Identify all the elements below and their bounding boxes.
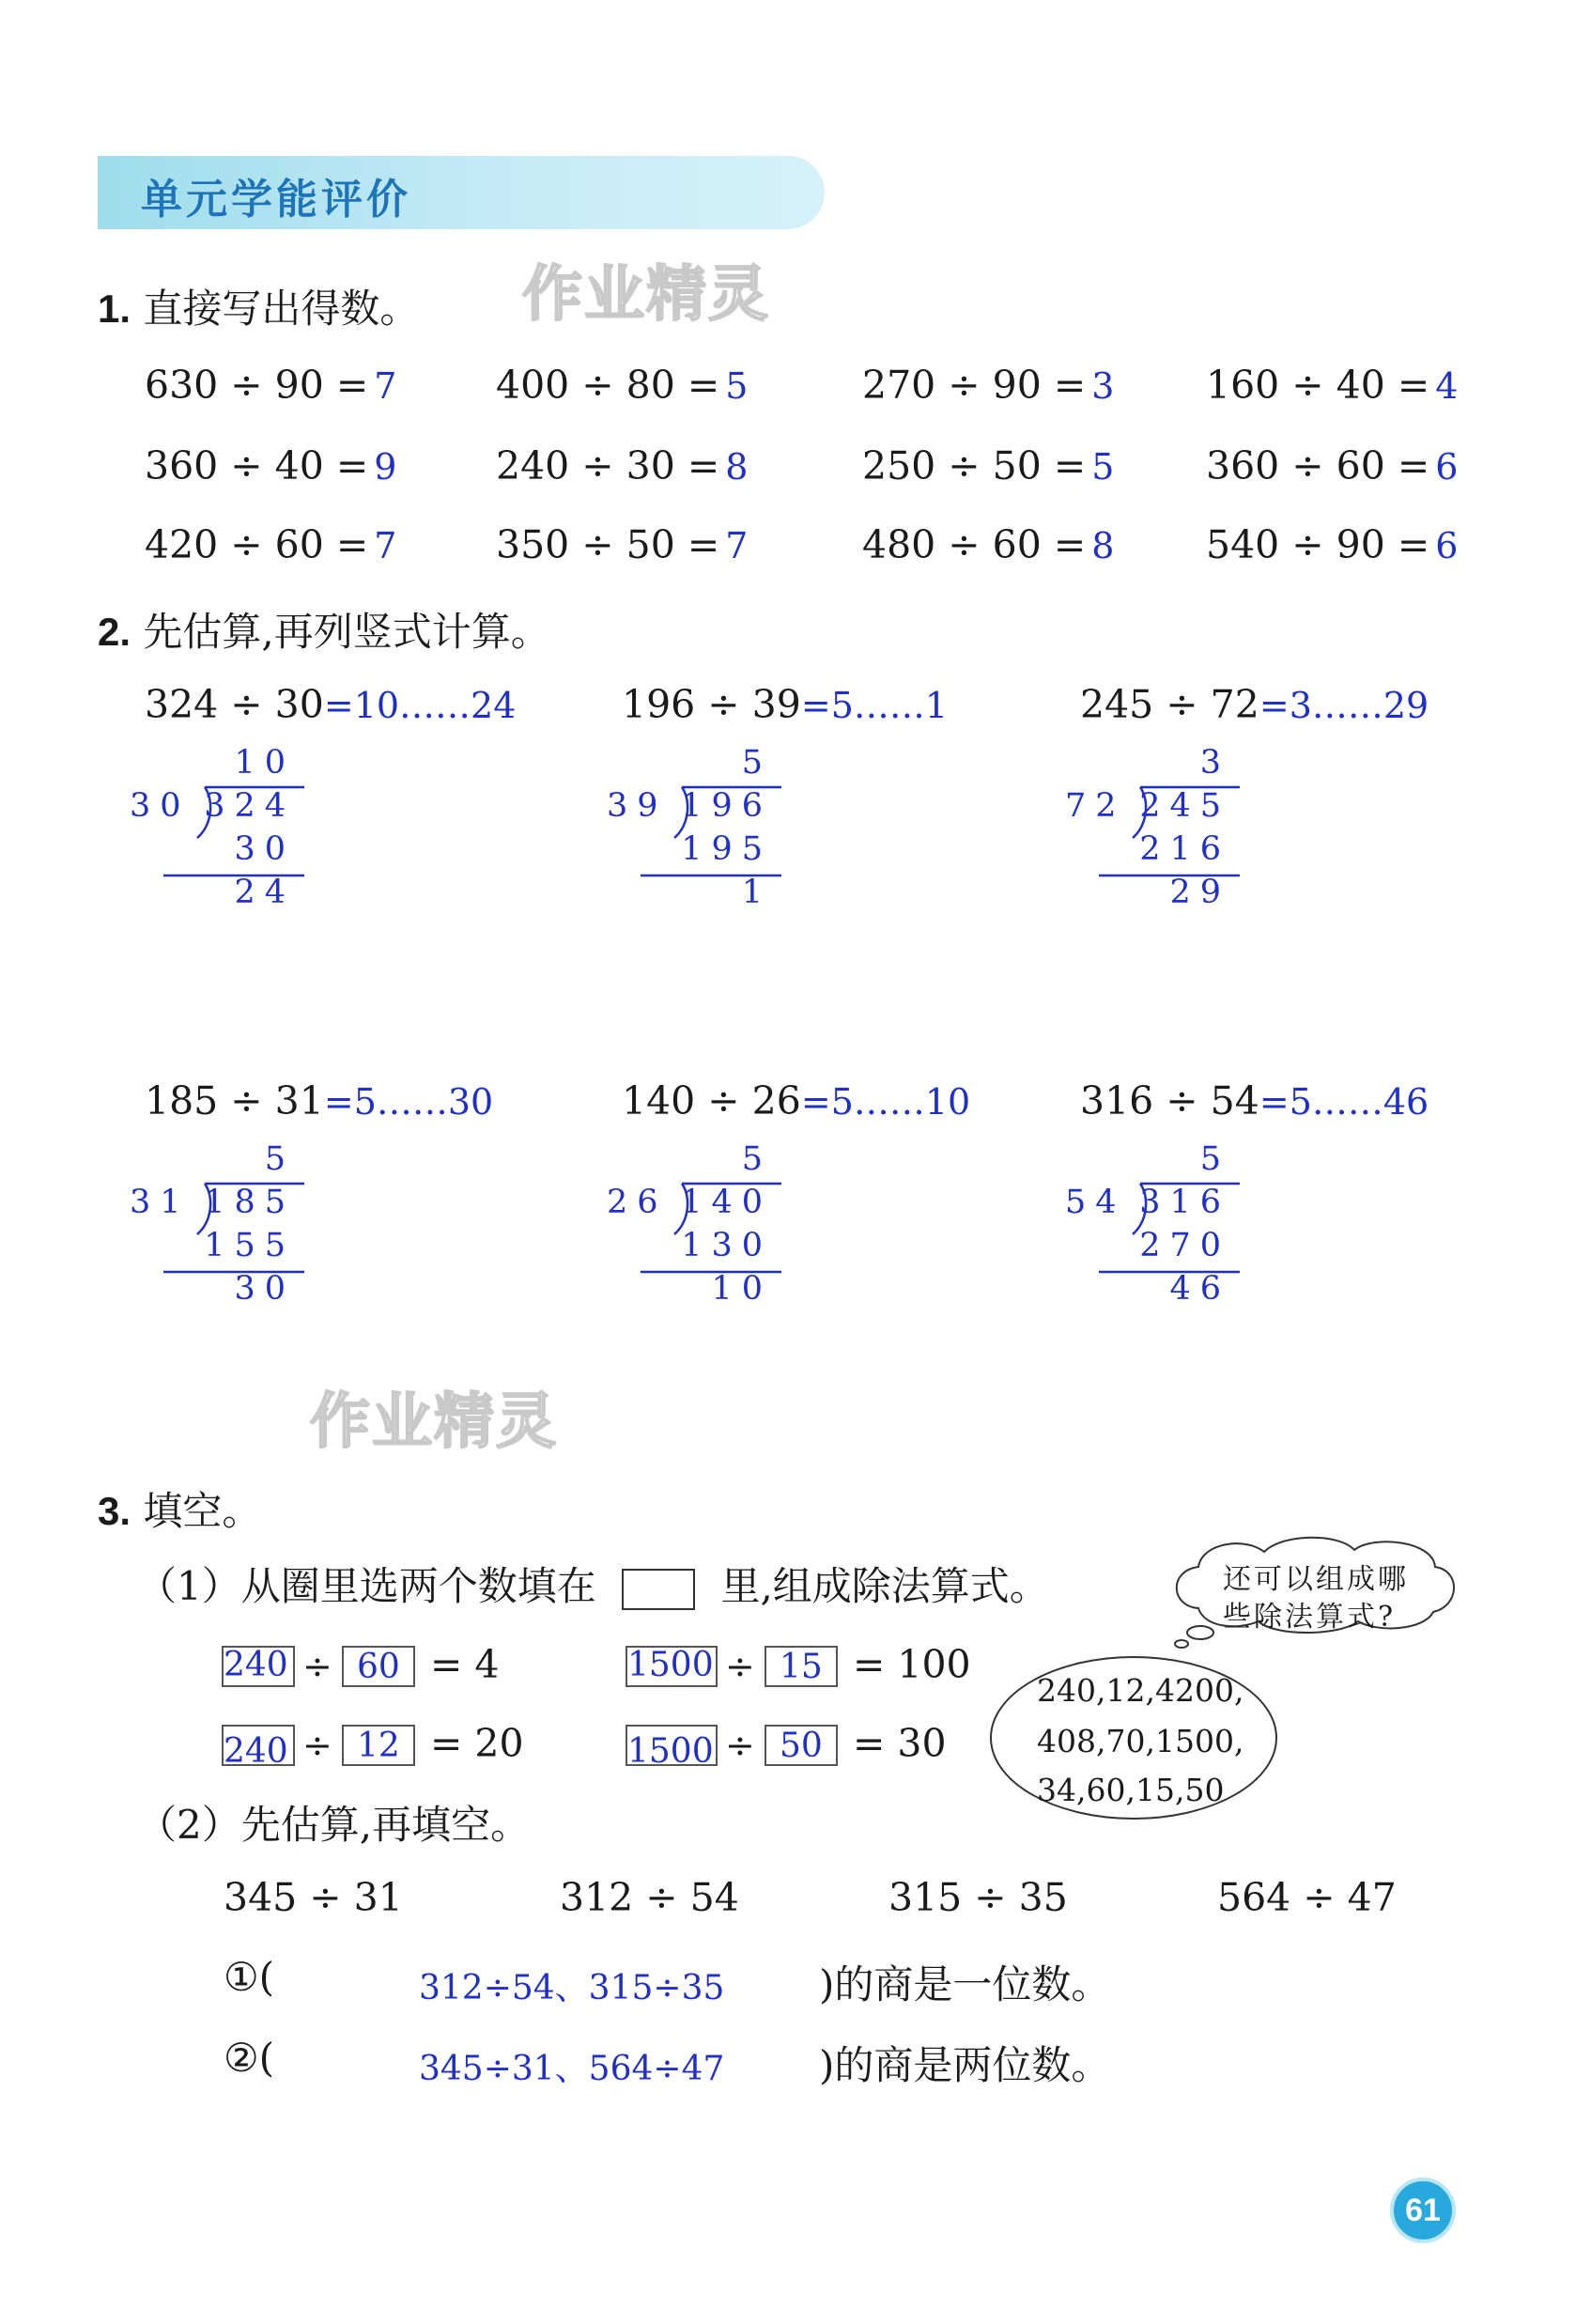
ld-dividend: 196 [681, 787, 772, 825]
q1-expression: 360 ÷ 60 = [1206, 443, 1430, 488]
ld-bracket [674, 787, 781, 838]
q1-answer: 9 [374, 446, 397, 488]
fill-value-divisor: 60 [357, 1648, 400, 1686]
q3-part2-expression: 345 ÷ 31 [224, 1875, 403, 1920]
ld-dividend: 140 [681, 1184, 772, 1221]
bubble-line-2: 些除法算式? [1223, 1601, 1397, 1634]
q2-expression: 324 ÷ 30 [145, 682, 324, 727]
q3-line-answer: 312÷54、315÷35 [419, 1969, 725, 2007]
fill-result: = 100 [853, 1642, 971, 1687]
q3-fill-row [626, 1642, 971, 1689]
fill-value-dividend: 1500 [627, 1646, 714, 1684]
long-division [130, 1140, 317, 1319]
q1-answer: 5 [725, 365, 749, 407]
ld-bracket [674, 1184, 781, 1234]
ld-remainder: 46 [1169, 1270, 1230, 1308]
q3-number: 3. [98, 1489, 131, 1533]
ld-subtract: 130 [681, 1227, 772, 1264]
ld-divisor: 39 [607, 787, 668, 825]
division-sign: ÷ [725, 1725, 755, 1766]
section-title: 单元学能评价 [141, 176, 411, 224]
page-number: 61 [1390, 2177, 1456, 2243]
ld-quotient: 5 [1199, 1140, 1230, 1178]
q2-problem-header [145, 682, 516, 727]
fill-result: = 20 [430, 1721, 524, 1766]
ld-quotient: 5 [264, 1140, 295, 1178]
q2-expression: 245 ÷ 72 [1080, 682, 1259, 727]
q3-line-answer: 345÷31、564÷47 [419, 2050, 725, 2088]
q2-title: 先估算,再列竖式计算。 [143, 609, 550, 655]
q2-estimate-answer: =5……10 [800, 1081, 971, 1123]
ld-divisor: 30 [130, 787, 191, 825]
ld-subtract: 195 [681, 830, 772, 868]
q1-expression: 160 ÷ 40 = [1206, 363, 1430, 408]
q1-answer: 7 [374, 365, 397, 407]
ld-divisor: 31 [130, 1184, 191, 1221]
fill-result: = 4 [430, 1642, 500, 1687]
q2-problem-header [1080, 682, 1429, 727]
q1-item [145, 522, 396, 567]
q2-expression: 185 ÷ 31 [145, 1078, 324, 1123]
q1-answer: 4 [1435, 365, 1459, 407]
q3-line-suffix: )的商是两位数。 [819, 2042, 1111, 2088]
ld-subtract: 30 [234, 830, 295, 868]
q1-answer: 6 [1435, 446, 1459, 488]
q1-expression: 630 ÷ 90 = [145, 363, 369, 408]
long-division [607, 1140, 795, 1319]
q2-expression: 140 ÷ 26 [622, 1078, 801, 1123]
blank-box-sample [622, 1569, 695, 1610]
ld-subtract: 155 [204, 1227, 295, 1264]
q1-number: 1. [98, 287, 131, 331]
q3-heading [98, 1480, 261, 1537]
q3-part1-label-post: 里,组成除法算式。 [720, 1563, 1049, 1609]
q1-item [862, 522, 1114, 567]
q3-fill-row [222, 1642, 560, 1689]
ld-quotient: 3 [1199, 744, 1230, 782]
q2-estimate-answer: =3……29 [1259, 685, 1429, 726]
q3-part1-label-pre: （1）从圈里选两个数填在 [137, 1563, 596, 1609]
q1-title: 直接写出得数。 [143, 286, 420, 332]
q1-answer: 8 [1091, 525, 1115, 566]
ld-bracket-lines [130, 744, 317, 922]
q1-heading [98, 278, 419, 334]
q2-expression: 316 ÷ 54 [1080, 1078, 1259, 1123]
q2-estimate-answer: =5……1 [800, 685, 949, 726]
q2-problem-header [145, 1078, 493, 1123]
q1-expression: 400 ÷ 80 = [496, 363, 720, 408]
q1-expression: 540 ÷ 90 = [1206, 522, 1430, 567]
ld-remainder: 24 [234, 874, 295, 911]
q2-estimate-answer: =5……30 [323, 1081, 494, 1123]
q3-part2-expression: 564 ÷ 47 [1217, 1875, 1397, 1920]
long-division [1065, 1140, 1253, 1319]
ld-bracket-lines [130, 1140, 317, 1319]
ld-subtract: 270 [1139, 1227, 1230, 1264]
long-division [1065, 744, 1253, 922]
q1-item [862, 363, 1114, 408]
fill-result: = 30 [853, 1721, 947, 1766]
q1-item [496, 522, 748, 567]
ld-bracket [1133, 1184, 1240, 1234]
long-division [607, 744, 795, 922]
q1-item [862, 443, 1114, 488]
q2-problem-header [1080, 1078, 1429, 1123]
ld-remainder: 10 [711, 1270, 772, 1308]
q2-heading [98, 601, 550, 658]
ld-bracket-lines [1065, 1140, 1253, 1319]
ld-quotient: 5 [741, 744, 772, 782]
q1-expression: 480 ÷ 60 = [862, 522, 1087, 567]
q1-item [145, 363, 396, 408]
ld-quotient: 10 [234, 744, 295, 782]
q1-expression: 360 ÷ 40 = [145, 443, 369, 488]
q1-answer: 7 [374, 525, 397, 566]
ld-dividend: 324 [204, 787, 295, 825]
fill-value-dividend: 1500 [627, 1732, 714, 1771]
q1-expression: 350 ÷ 50 = [496, 522, 720, 567]
watermark-top: 作业精灵 [522, 260, 770, 330]
q1-item [1206, 443, 1458, 488]
ld-quotient: 5 [741, 1140, 772, 1178]
watermark-middle: 作业精灵 [310, 1387, 558, 1457]
q2-problem-header [622, 1078, 970, 1123]
ld-divisor: 54 [1065, 1184, 1126, 1221]
circle-numbers-line-3: 34,60,15,50 [1037, 1772, 1225, 1808]
ld-bracket [197, 787, 304, 838]
q1-item [496, 363, 748, 408]
fill-value-divisor: 50 [780, 1727, 823, 1765]
q2-estimate-answer: =5……46 [1259, 1081, 1429, 1123]
circle-numbers-line-1: 240,12,4200, [1037, 1672, 1244, 1709]
ld-bracket-lines [607, 744, 795, 922]
q1-answer: 8 [725, 446, 749, 488]
ld-divisor: 72 [1065, 787, 1126, 825]
q3-part2-label: （2）先估算,再填空。 [137, 1802, 531, 1848]
ld-divisor: 26 [607, 1184, 668, 1221]
circle-numbers-line-2: 408,70,1500, [1037, 1723, 1244, 1759]
fill-value-dividend: 240 [224, 1646, 288, 1684]
division-sign: ÷ [302, 1646, 332, 1687]
q3-title: 填空。 [143, 1488, 262, 1534]
q3-line-marker: ①( [224, 1954, 275, 2000]
q1-expression: 420 ÷ 60 = [145, 522, 369, 567]
ld-remainder: 30 [234, 1270, 295, 1308]
q3-part1-label [137, 1556, 1049, 1612]
ld-subtract: 216 [1139, 830, 1230, 868]
ld-dividend: 316 [1139, 1184, 1230, 1221]
q1-item [496, 443, 748, 488]
division-sign: ÷ [302, 1725, 332, 1766]
division-sign: ÷ [725, 1646, 755, 1687]
fill-value-dividend: 240 [224, 1732, 288, 1771]
q1-expression: 240 ÷ 30 = [496, 443, 720, 488]
long-division [130, 744, 317, 922]
ld-bracket-lines [607, 1140, 795, 1319]
ld-bracket [1133, 787, 1240, 838]
ld-remainder: 1 [741, 874, 772, 911]
q1-item [1206, 363, 1458, 408]
q3-fill-row [626, 1721, 964, 1771]
bubble-line-1: 还可以组成哪 [1223, 1563, 1409, 1596]
q3-line-suffix: )的商是一位数。 [819, 1961, 1111, 2007]
ld-bracket [197, 1184, 304, 1234]
ld-dividend: 185 [204, 1184, 295, 1221]
q1-item [1206, 522, 1458, 567]
q3-part2-expression: 315 ÷ 35 [888, 1875, 1068, 1920]
ld-dividend: 245 [1139, 787, 1230, 825]
q2-number: 2. [98, 610, 131, 654]
ld-remainder: 29 [1169, 874, 1230, 911]
ld-bracket-lines [1065, 744, 1253, 922]
q3-fill-row [222, 1721, 560, 1771]
q1-expression: 270 ÷ 90 = [862, 363, 1087, 408]
q2-estimate-answer: =10……24 [323, 685, 517, 726]
q1-answer: 3 [1091, 365, 1115, 407]
q1-answer: 5 [1091, 446, 1115, 488]
fill-value-divisor: 12 [357, 1727, 400, 1765]
q2-expression: 196 ÷ 39 [622, 682, 801, 727]
q1-expression: 250 ÷ 50 = [862, 443, 1087, 488]
q1-answer: 6 [1435, 525, 1459, 566]
q3-part2-expression: 312 ÷ 54 [560, 1875, 739, 1920]
q2-problem-header [622, 682, 948, 727]
q3-line-marker: ②( [224, 2035, 275, 2081]
q1-item [145, 443, 396, 488]
q1-answer: 7 [725, 525, 749, 566]
fill-value-divisor: 15 [780, 1648, 823, 1686]
